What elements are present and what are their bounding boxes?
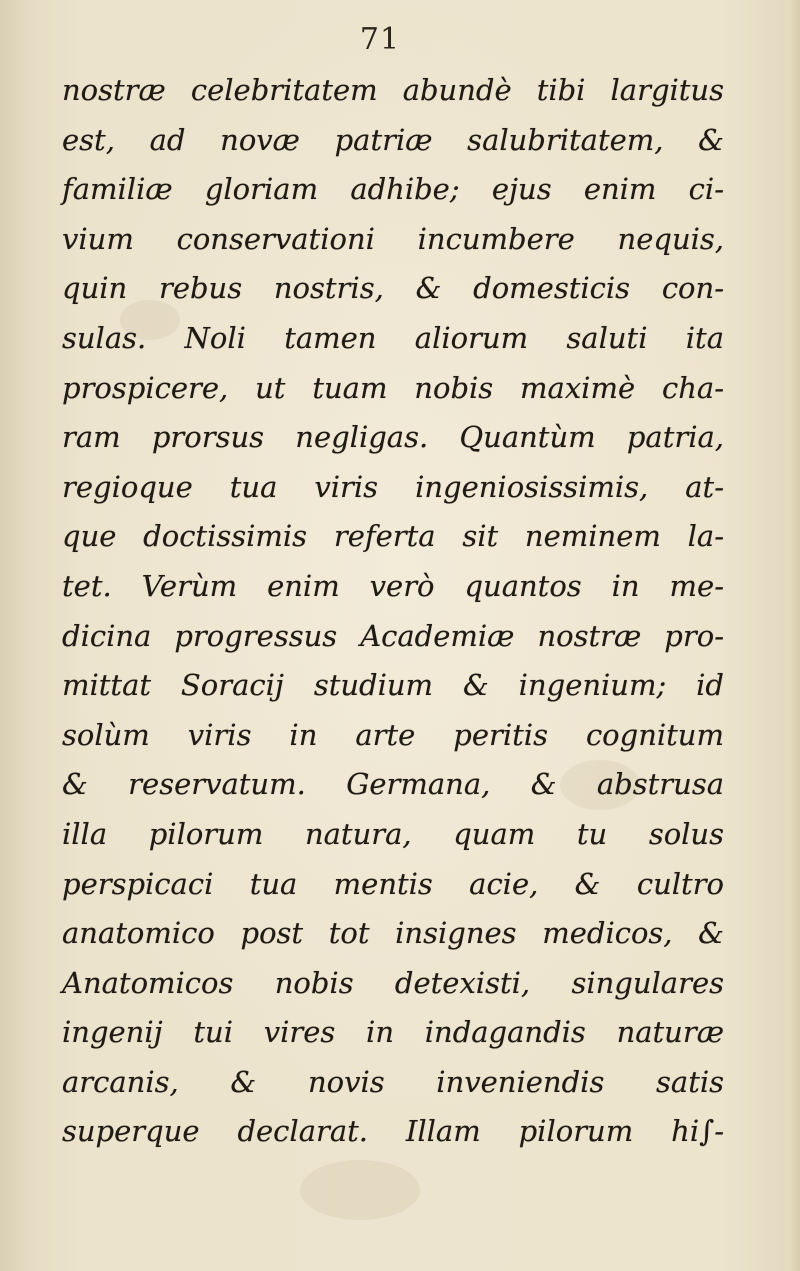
page-number: 71 xyxy=(359,22,401,57)
text-line: que doctissimis referta sit neminem la- xyxy=(62,519,724,554)
text-line: arcanis, & novis inveniendis satis xyxy=(62,1064,724,1099)
text-line: vium conservationi incumbere nequis, xyxy=(62,221,724,256)
text-line: solùm viris in arte peritis cognitum xyxy=(62,717,724,752)
text-line: & reservatum. Germana, & abstrusa xyxy=(62,767,724,802)
text-line: familiæ gloriam adhibe; ejus enim ci- xyxy=(62,172,724,207)
text-line: prospicere, ut tuam nobis maximè cha- xyxy=(62,370,724,405)
text-line: perspicaci tua mentis acie, & cultro xyxy=(62,866,724,901)
text-line: tet. Verùm enim verò quantos in me- xyxy=(62,568,724,603)
text-line: Anatomicos nobis detexisti, singulares xyxy=(62,965,724,1000)
text-line: nostræ celebritatem abundè tibi largitus xyxy=(62,73,724,107)
text-line: ram prorsus negligas. Quantùm patria, xyxy=(62,420,724,455)
text-line: dicina progressus Academiæ nostræ pro- xyxy=(62,618,724,653)
text-line: superque declarat. Illam pilorum hi∫- xyxy=(62,1114,724,1149)
text-line: sulas. Noli tamen aliorum saluti ita xyxy=(62,320,724,355)
text-line: ingenij tui vires in indagandis naturæ xyxy=(62,1015,724,1050)
text-line: mittat Soracij studium & ingenium; id xyxy=(62,668,724,703)
text-line: regioque tua viris ingeniosissimis, at- xyxy=(62,469,724,504)
text-line: est, ad novæ patriæ salubritatem, & xyxy=(62,122,724,157)
paper-stain xyxy=(300,1160,420,1220)
text-line: quin rebus nostris, & domesticis con- xyxy=(62,271,724,306)
body-text xyxy=(62,66,724,1157)
text-line: anatomico post tot insignes medicos, & xyxy=(62,916,724,951)
text-line: illa pilorum natura, quam tu solus xyxy=(62,816,724,851)
